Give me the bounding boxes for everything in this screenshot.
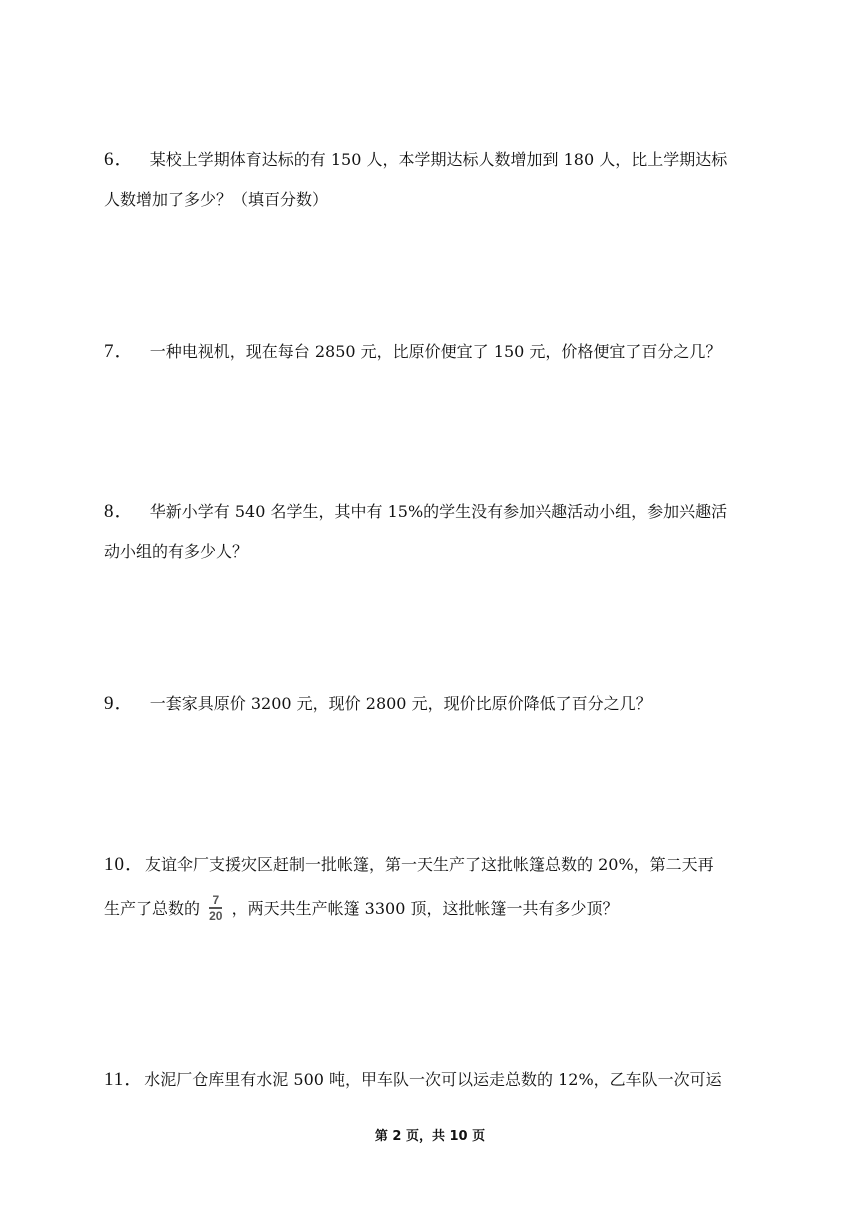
fraction	[209, 894, 222, 922]
question-line	[104, 332, 764, 372]
fraction-numerator: 7	[212, 892, 220, 907]
question-line	[104, 532, 764, 572]
question-text: 友谊伞厂支援灾区赶制一批帐篷，第一天生产了这批帐篷总数的 20%，第二天再	[145, 855, 714, 874]
question-line	[104, 843, 764, 887]
question-number: 9．	[104, 693, 135, 714]
question-line	[104, 1060, 764, 1100]
question-text: 华新小学有 540 名学生，其中有 15%的学生没有参加兴趣活动小组，参加兴趣活	[149, 502, 728, 521]
question-text: ，两天共生产帐篷 3300 顶，这批帐篷一共有多少顶？	[231, 899, 619, 918]
question-10	[104, 843, 764, 931]
question-line	[104, 887, 764, 931]
question-number: 11．	[104, 1069, 145, 1090]
question-line	[104, 140, 764, 180]
question-9	[104, 684, 764, 724]
question-number: 7．	[104, 341, 135, 362]
question-number: 10．	[104, 854, 146, 875]
question-text: 一套家具原价 3200 元，现价 2800 元，现价比原价降低了百分之几？	[149, 694, 652, 713]
question-number: 6．	[104, 149, 135, 170]
question-number: 8．	[104, 501, 135, 522]
question-text: 生产了总数的	[104, 899, 201, 918]
question-line	[104, 492, 764, 532]
question-7	[104, 332, 764, 372]
question-8	[104, 492, 764, 572]
question-text: 一种电视机，现在每台 2850 元，比原价便宜了 150 元，价格便宜了百分之几？	[149, 342, 722, 361]
question-text: 水泥厂仓库里有水泥 500 吨，甲车队一次可以运走总数的 12%，乙车队一次可运	[144, 1070, 722, 1089]
question-text: 某校上学期体育达标的有 150 人，本学期达标人数增加到 180 人，比上学期达标	[149, 150, 728, 169]
fraction-denominator: 20	[209, 908, 223, 923]
question-11	[104, 1060, 764, 1100]
question-text: 动小组的有多少人？	[104, 542, 249, 561]
question-6	[104, 140, 764, 220]
question-text: 人数增加了多少？（填百分数）	[104, 190, 329, 209]
page-footer: 第 2 页，共 10 页	[374, 1129, 486, 1144]
question-line	[104, 180, 764, 220]
question-line	[104, 684, 764, 724]
